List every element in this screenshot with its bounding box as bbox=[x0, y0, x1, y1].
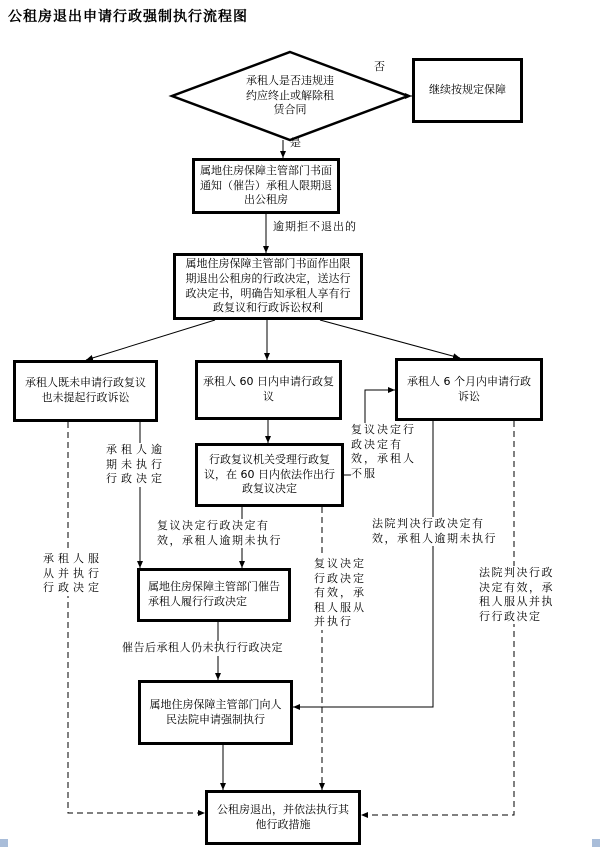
node-continue-protection-text: 继续按规定保障 bbox=[429, 83, 506, 97]
node-no-review-no-suit-text: 承租人既未申请行政复议也未提起行政诉讼 bbox=[25, 376, 146, 404]
node-apply-review bbox=[195, 360, 342, 420]
node-court-enforce-text: 属地住房保障主管部门向人民法院申请强制执行 bbox=[149, 697, 282, 726]
node-apply-lawsuit-text: 承租人 6 个月内申请行政诉讼 bbox=[407, 374, 531, 403]
node-review-accepted-text: 行政复议机关受理行政复议，在 60 日内依法作出行政复议决定 bbox=[204, 453, 335, 496]
label-urge-still-refuse: 催告后承租人仍未执行行政决定 bbox=[122, 641, 283, 654]
label-court-upheld-comply: 法院判决行政决定有效，承租人服从并执行行政决定 bbox=[479, 566, 561, 624]
label-review-upheld-overdue: 复议决定行政决定有效，承租人逾期未执行 bbox=[157, 519, 282, 547]
node-written-notice bbox=[192, 158, 340, 214]
scrollbar-corner-right bbox=[592, 839, 600, 847]
label-court-upheld-overdue: 法院判决行政决定有效，承租人逾期未执行 bbox=[372, 517, 497, 545]
node-admin-decision-text: 属地住房保障主管部门书面作出限期退出公租房的行政决定，送达行政决定书，明确告知承租人享有行政复议和行政诉讼权利 bbox=[185, 257, 351, 315]
label-tenant-overdue: 承租人逾期未执行行政决定 bbox=[106, 443, 172, 487]
node-court-enforce bbox=[138, 680, 293, 745]
node-admin-decision bbox=[173, 253, 363, 320]
edge-to-lawsuit bbox=[320, 320, 460, 358]
node-apply-lawsuit bbox=[395, 358, 543, 421]
label-tenant-comply: 承租人服从并执行行政决定 bbox=[43, 552, 109, 596]
label-review-upheld-dissent: 复议决定行政决定有效，承租人不服 bbox=[351, 423, 421, 481]
node-exit-housing bbox=[205, 790, 361, 845]
node-written-notice-text: 属地住房保障主管部门书面通知（催告）承租人限期退出公租房 bbox=[200, 164, 332, 207]
node-continue-protection bbox=[412, 58, 523, 123]
scrollbar-corner-left bbox=[0, 839, 8, 847]
node-no-review-no-suit bbox=[13, 360, 158, 422]
node-review-accepted bbox=[195, 443, 344, 507]
edge-to-no-review bbox=[86, 320, 215, 360]
node-apply-review-text: 承租人 60 日内申请行政复议 bbox=[203, 375, 334, 403]
label-no: 否 bbox=[374, 60, 385, 73]
label-review-upheld-comply: 复议决定行政决定有效，承租人服从并执行 bbox=[314, 557, 370, 630]
label-yes: 是 bbox=[290, 136, 301, 149]
decision-text: 承租人是否违规违约应终止或解除租赁合同 bbox=[246, 74, 334, 117]
node-exit-housing-text: 公租房退出，并依法执行其他行政措施 bbox=[217, 802, 349, 831]
label-overdue-refuse: 逾期拒不退出的 bbox=[273, 220, 357, 233]
node-urge-perform bbox=[137, 568, 291, 622]
page-title: 公租房退出申请行政强制执行流程图 bbox=[8, 9, 248, 25]
node-urge-perform-text: 属地住房保障主管部门催告承租人履行行政决定 bbox=[148, 580, 280, 608]
